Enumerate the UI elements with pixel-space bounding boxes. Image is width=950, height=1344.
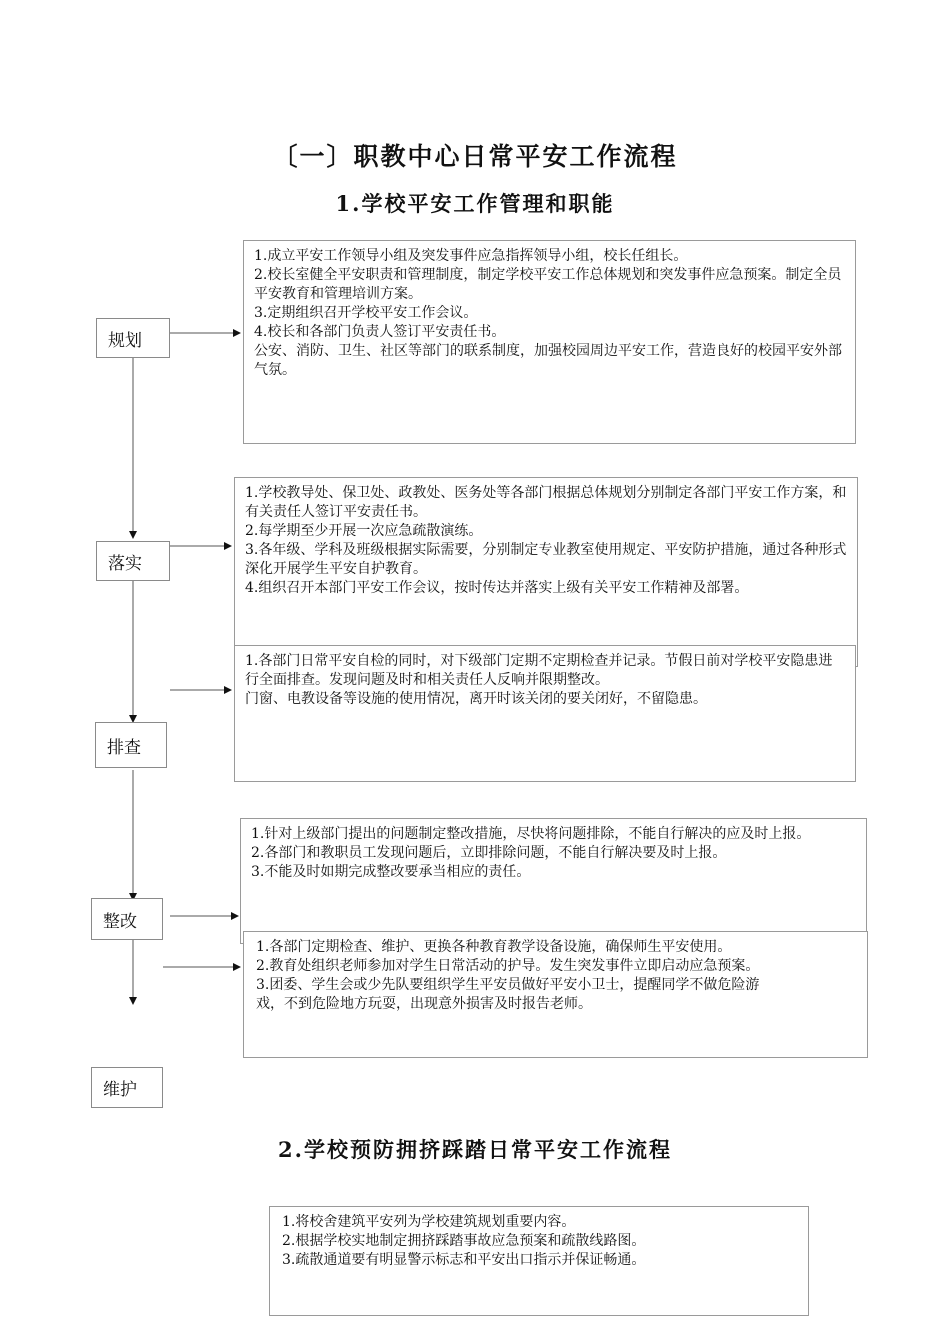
box-inspect-line: 1.各部门日常平安自检的同时，对下级部门定期不定期检查并记录。节假日前对学校平安隐患进行全面排查。发现问题及时和相关责任人反响并限期整改。 <box>245 653 833 688</box>
box-plan-line: 4.校长和各部门负责人签订平安责任书。 <box>254 324 506 340</box>
box-maintain-line: 2.教育处组织老师参加对学生日常活动的护导。发生突发事件立即启动应急预案。 <box>256 958 760 974</box>
box-inspect-line: 门窗、电教设备等设施的使用情况，离开时该关闭的要关闭好，不留隐患。 <box>245 691 707 707</box>
box-implement-line: 2.每学期至少开展一次应急疏散演练。 <box>245 523 483 539</box>
box-section2-line: 3.疏散通道要有明显警示标志和平安出口指示并保证畅通。 <box>282 1252 646 1268</box>
box-inspect <box>234 645 856 782</box>
node-plan: 规划 <box>96 318 170 358</box>
box-section2-line: 2.根据学校实地制定拥挤踩踏事故应急预案和疏散线路图。 <box>282 1233 646 1249</box>
box-implement <box>234 477 858 667</box>
box-maintain-line: 戏，不到危险地方玩耍，出现意外损害及时报告老师。 <box>256 996 592 1012</box>
box-rectify-line: 2.各部门和教职员工发现问题后，立即排除问题，不能自行解决要及时上报。 <box>251 845 727 861</box>
section-1-title: 1.学校平安工作管理和职能 <box>335 191 615 216</box>
box-implement-line: 1.学校教导处、保卫处、政教处、医务处等各部门根据总体规划分别制定各部门平安工作方案，和有关责任人签订平安责任书。 <box>245 485 847 520</box>
node-inspect: 排查 <box>95 722 167 768</box>
box-plan-line: 3.定期组织召开学校平安工作会议。 <box>254 305 478 321</box>
node-implement: 落实 <box>96 541 170 581</box>
box-plan-line: 公安、消防、卫生、社区等部门的联系制度，加强校园周边平安工作，营造良好的校园平安外部气氛。 <box>254 343 842 378</box>
box-section2 <box>269 1206 809 1316</box>
page-title: 〔一〕职教中心日常平安工作流程 <box>272 142 678 171</box>
box-section2-line: 1.将校舍建筑平安列为学校建筑规划重要内容。 <box>282 1214 576 1230</box>
node-maintain: 维护 <box>91 1067 163 1108</box>
box-rectify-line: 1.针对上级部门提出的问题制定整改措施，尽快将问题排除，不能自行解决的应及时上报。 <box>251 826 811 842</box>
box-maintain-line: 3.团委、学生会或少先队要组织学生平安员做好平安小卫士，提醒同学不做危险游 <box>256 977 760 993</box>
box-maintain <box>243 931 868 1058</box>
box-plan-line: 1.成立平安工作领导小组及突发事件应急指挥领导小组，校长任组长。 <box>254 248 688 264</box>
node-rectify: 整改 <box>91 898 163 940</box>
box-rectify-line: 3.不能及时如期完成整改要承当相应的责任。 <box>251 864 531 880</box>
box-plan <box>243 240 856 444</box>
box-implement-line: 4.组织召开本部门平安工作会议，按时传达并落实上级有关平安工作精神及部署。 <box>245 580 749 596</box>
box-maintain-line: 1.各部门定期检查、维护、更换各种教育教学设备设施，确保师生平安使用。 <box>256 939 732 955</box>
section-2-title: 2.学校预防拥挤踩踏日常平安工作流程 <box>278 1137 672 1162</box>
box-plan-line: 2.校长室健全平安职责和管理制度，制定学校平安工作总体规划和突发事件应急预案。制定全员平安教育和管理培训方案。 <box>254 267 842 302</box>
box-implement-line: 3.各年级、学科及班级根据实际需要，分别制定专业教室使用规定、平安防护措施，通过各种形式深化开展学生平安自护教育。 <box>245 542 847 577</box>
box-rectify <box>240 818 867 944</box>
